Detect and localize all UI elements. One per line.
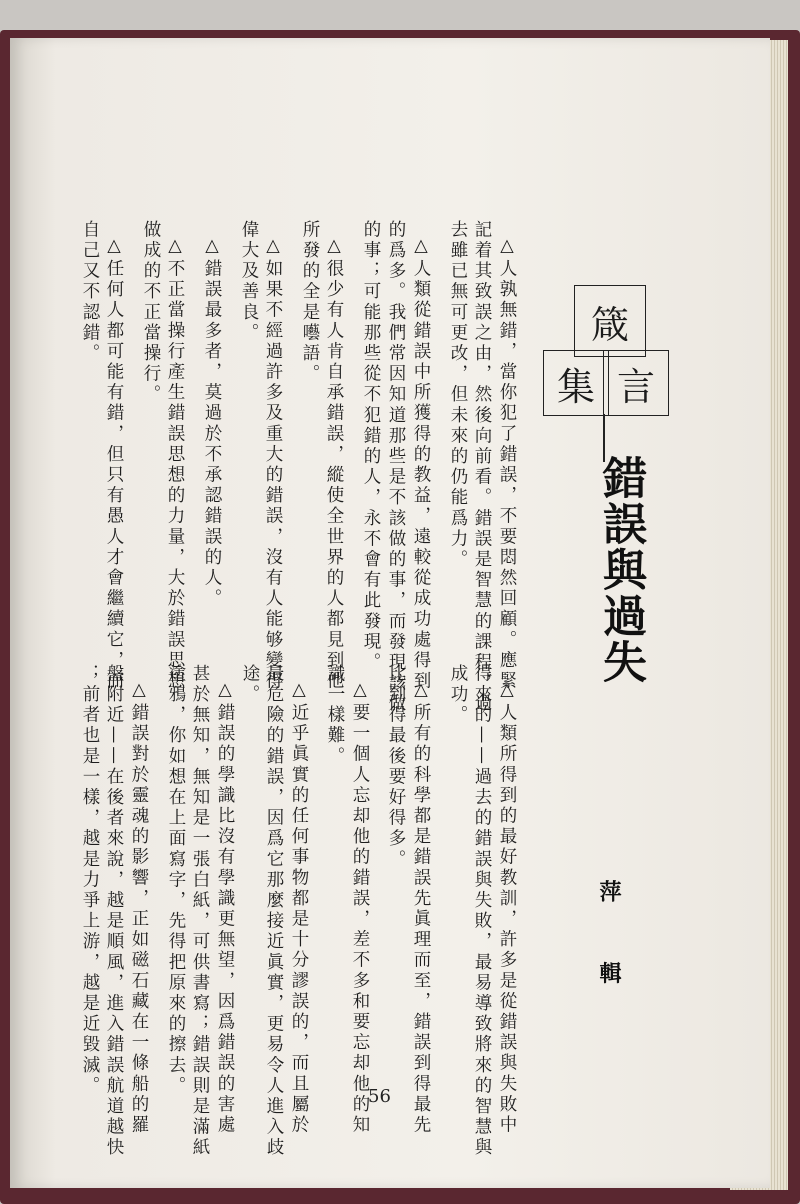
text-column: ；前者也是一樣，越是力爭上游，越是近毀滅。 <box>80 664 100 1097</box>
text-column: 自己又不認錯。 <box>80 220 100 365</box>
heading-box-yan <box>603 350 669 416</box>
text-column: 識一樣難。 <box>325 664 345 767</box>
text-column: △如果不經過許多及重大的錯誤，沒有人能够變得 <box>263 236 283 692</box>
text-column: 塗鴉，你如想在上面寫字，先得把原來的擦去。 <box>166 664 186 1097</box>
page-number: 56 <box>368 1086 391 1107</box>
text-column: △任何人都可能有錯，但只有愚人才會繼續它，而 <box>104 236 124 692</box>
text-column: 去雖已無可更改，但未來的仍能爲力。 <box>448 220 468 571</box>
text-column: △錯誤最多者，莫過於不承認錯誤的人。 <box>202 236 222 610</box>
text-column: △人類從錯誤中所獲得的教益，遠較從成功處得到 <box>411 236 431 692</box>
text-column: △要一個人忘却他的錯誤，差不多和要忘却他的知 <box>350 680 370 1136</box>
text-column: 比到得最後要好得多。 <box>386 664 406 870</box>
text-column: 途。 <box>240 664 260 706</box>
text-column: △人孰無錯，當你犯了錯誤，不要悶然回顧。應緊 <box>497 236 517 692</box>
text-column: △錯誤對於靈魂的影響，正如磁石藏在一條船的羅 <box>129 680 149 1136</box>
text-column: 的爲多。我們常因知道那些是不該做的事，而發現該做 <box>386 220 406 715</box>
text-column: 所發的全是囈語。 <box>300 220 320 385</box>
text-column: 記着其致誤之由，然後向前看。錯誤是智慧的課程，過 <box>472 220 492 715</box>
text-column: 得來的——過去的錯誤與失敗，最易導致將來的智慧與 <box>472 664 492 1159</box>
text-column: 最危險的錯誤，因爲它那麼接近眞實，更易令人進入歧 <box>264 664 284 1159</box>
text-column: △錯誤的學識比沒有學識更無望，因爲錯誤的害處 <box>215 680 235 1136</box>
text-column: △人類所得到的最好教訓，許多是從錯誤與失敗中 <box>497 680 517 1136</box>
heading-char-ji: 集 <box>556 364 595 409</box>
article-title: 錯誤與過失 <box>595 455 646 685</box>
text-column: △不正當操行產生錯誤思想的力量，大於錯誤思想 <box>165 236 185 692</box>
text-column: 偉大及善良。 <box>239 220 259 344</box>
heading-char-jian: 箴 <box>590 302 629 347</box>
heading-box-jian <box>574 285 646 357</box>
text-column: 盤附近——在後者來說，越是順風，進入錯誤航道越快 <box>104 664 124 1159</box>
heading-box-ji <box>543 350 609 416</box>
text-column: △所有的科學都是錯誤先眞理而至，錯誤到得最先 <box>411 680 431 1136</box>
text-column: △近乎眞實的任何事物都是十分謬誤的，而且屬於 <box>289 680 309 1136</box>
text-column: △很少有人肯自承錯誤，縱使全世界的人都見到他 <box>324 236 344 692</box>
heading-char-yan: 言 <box>616 364 655 409</box>
text-column: 甚於無知，無知是一張白紙，可供書寫；錯誤則是滿紙 <box>190 664 210 1159</box>
author-credit: 萍 輯 <box>596 880 621 1010</box>
text-column: 成功。 <box>448 664 468 726</box>
text-column: 的事；可能那些從不犯錯的人，永不會有此發現。 <box>361 220 381 674</box>
text-column: 做成的不正當操行。 <box>141 220 161 406</box>
